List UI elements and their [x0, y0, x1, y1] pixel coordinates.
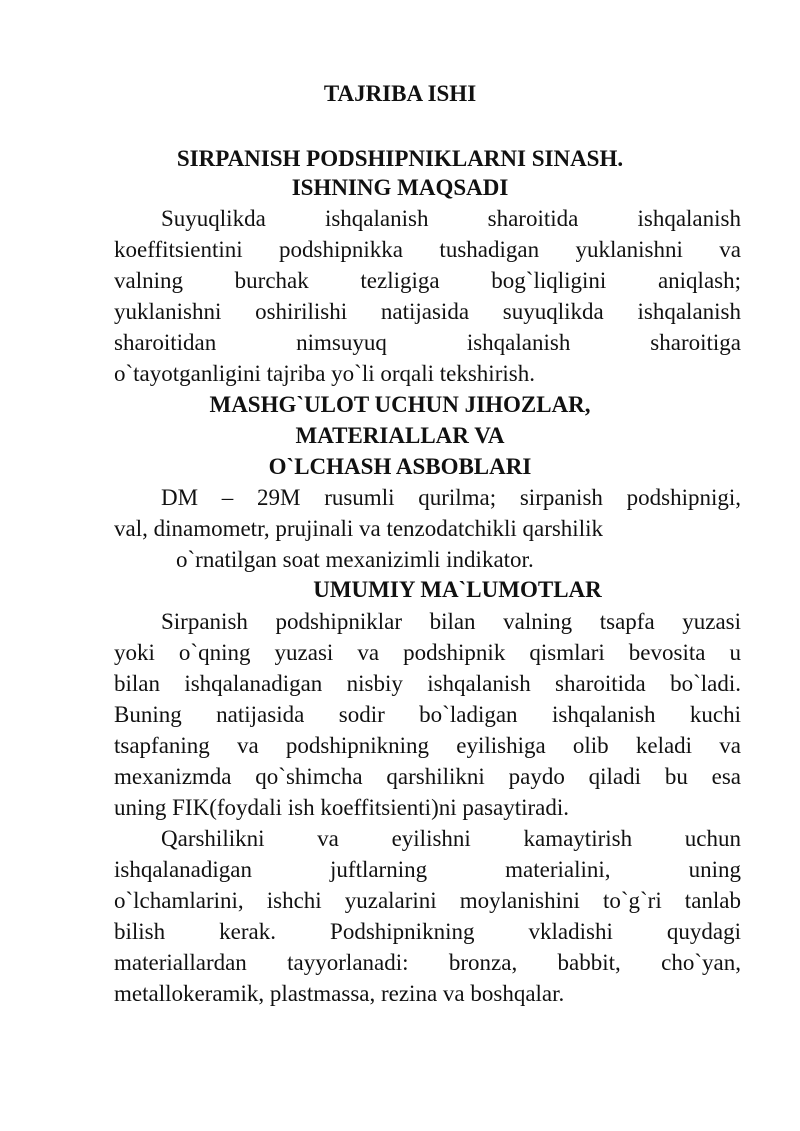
- text-line: uning FIK(foydali ish koeffitsienti)ni pasaytiradi.: [114, 795, 570, 820]
- equipment-paragraph: [114, 482, 741, 575]
- text-line: bilan ishqalanadigan nisbiy ishqalanish sharoitida bo`ladi.: [114, 671, 741, 696]
- text-line: bilish kerak. Podshipnikning vkladishi quydagi: [114, 919, 741, 944]
- text-line: valning burchak tezligiga bog`liqligini aniqlash;: [114, 268, 741, 293]
- text-line: ishqalanadigan juftlarning materialini, uning: [114, 857, 741, 882]
- text-line: materiallardan tayyorlanadi: bronza, babbit, cho`yan,: [114, 950, 741, 975]
- text-line: tsapfaning va podshipnikning eyilishiga olib keladi va: [114, 733, 741, 758]
- text-line: DM – 29M rusumli qurilma; sirpanish podshipnigi,: [161, 485, 741, 510]
- general-paragraph-1: [114, 606, 741, 823]
- section-heading-general: UMUMIY MA`LUMOTLAR: [313, 577, 602, 602]
- text-line: Buning natijasida sodir bo`ladigan ishqalanish kuchi: [114, 702, 741, 727]
- section-heading-equipment-1: MASHG`ULOT UCHUN JIHOZLAR,: [209, 392, 591, 417]
- text-line: o`tayotganligini tajriba yo`li orqali tekshirish.: [114, 361, 535, 386]
- section-heading-goal: ISHNING MAQSADI: [291, 175, 509, 200]
- text-line: o`rnatilgan soat mexanizimli indikator.: [176, 547, 534, 572]
- text-line: Sirpanish podshipniklar bilan valning tsapfa yuzasi: [161, 609, 741, 634]
- text-line: metallokeramik, plastmassa, rezina va boshqalar.: [114, 981, 565, 1006]
- text-line: sharoitidan nimsuyuq ishqalanish sharoitiga: [114, 330, 741, 355]
- text-line: o`lchamlarini, ishchi yuzalarini moylanishini to`g`ri tanlab: [114, 888, 741, 913]
- text-line: Qarshilikni va eyilishni kamaytirish uchun: [161, 826, 741, 851]
- text-line: mexanizmda qo`shimcha qarshilikni paydo qiladi bu esa: [114, 764, 741, 789]
- section-heading-equipment-2: MATERIALLAR VA: [295, 423, 505, 448]
- text-line: Suyuqlikda ishqalanish sharoitida ishqalanish: [161, 206, 741, 231]
- text-line: koeffitsientini podshipnikka tushadigan yuklanishni va: [114, 237, 741, 262]
- text-line: val, dinamometr, prujinali va tenzodatchikli qarshilik: [114, 516, 603, 541]
- goal-paragraph: [114, 203, 741, 389]
- section-heading-equipment-3: O`LCHASH ASBOBLARI: [268, 454, 532, 479]
- text-line: yoki o`qning yuzasi va podshipnik qismlari bevosita u: [114, 640, 741, 665]
- general-paragraph-2: [114, 823, 741, 1009]
- document-title: TAJRIBA ISHI: [323, 81, 477, 106]
- text-line: yuklanishni oshirilishi natijasida suyuqlikda ishqalanish: [114, 299, 741, 324]
- section-heading-title: SIRPANISH PODSHIPNIKLARNI SINASH.: [176, 146, 624, 171]
